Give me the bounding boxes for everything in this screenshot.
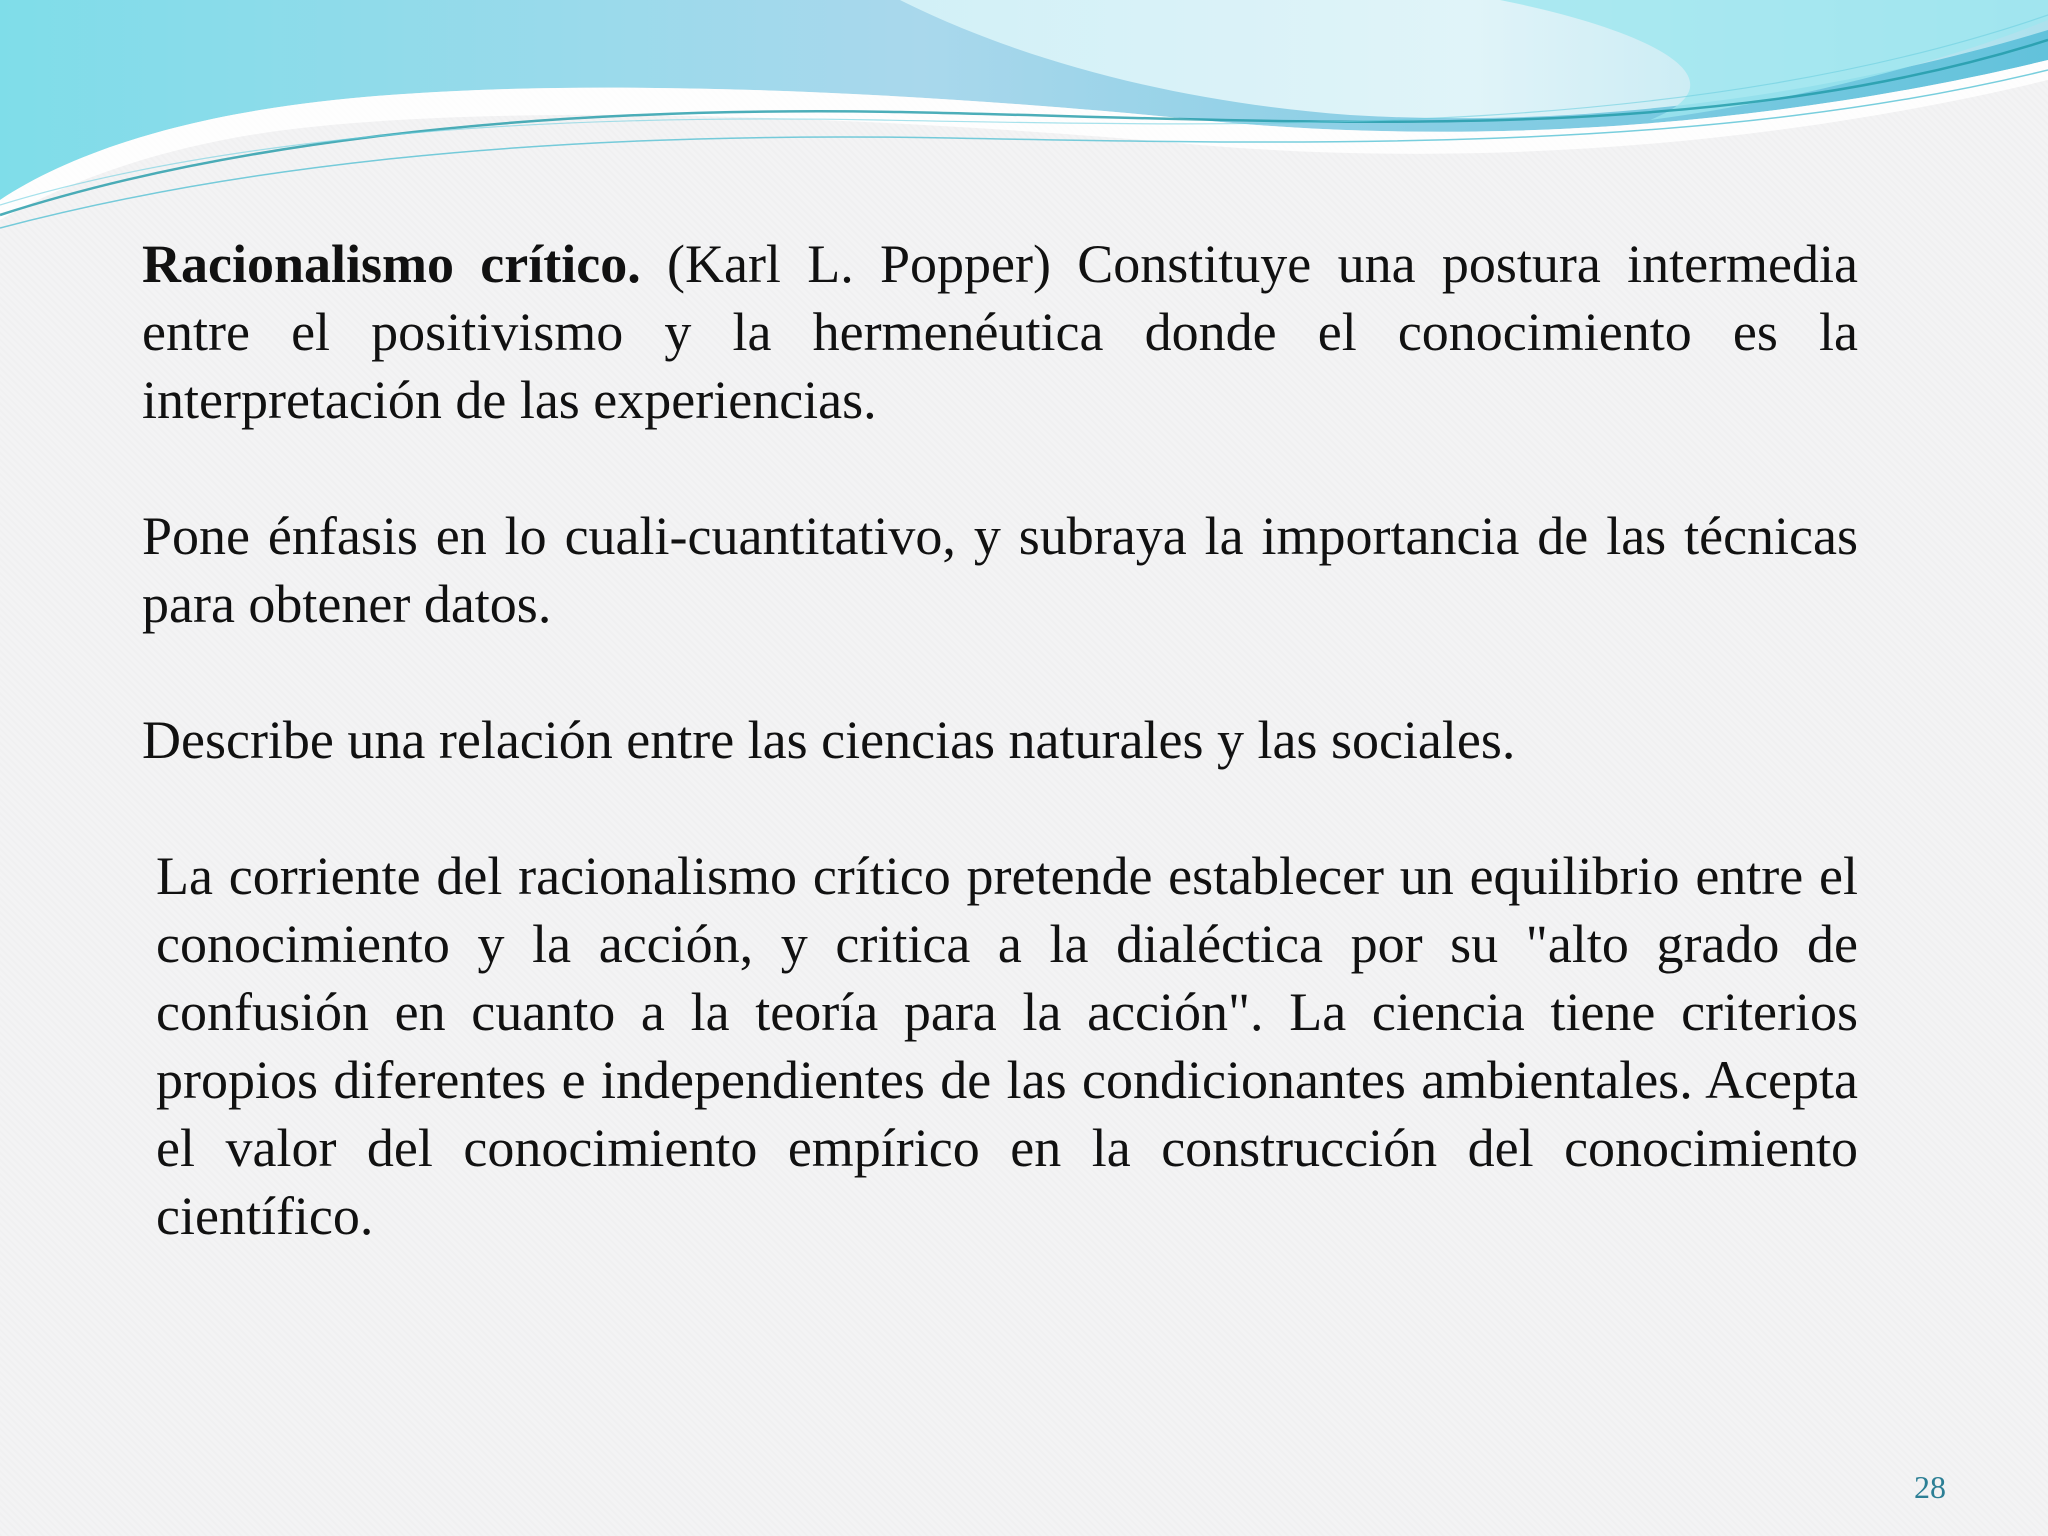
paragraph-heading-bold: Racionalismo crítico. — [142, 234, 641, 294]
paragraph-racionalismo-critico — [142, 230, 1858, 434]
paragraph-spacer — [142, 638, 1858, 706]
paragraph-corriente: La corriente del racionalismo crítico pretende establecer un equilibrio entre el conocimiento y la acción, y critica a la dialéctica por su "alto grado de confusión en cuanto a la teoría para la acción". La ciencia tiene criterios propios diferentes e independientes de las condicionantes ambientales. Acepta el valor del conocimiento empírico en la construcción del conocimiento científico. — [156, 846, 1858, 1246]
page-number: 28 — [1914, 1469, 1946, 1505]
paragraph-spacer — [142, 434, 1858, 502]
paragraph-enfasis: Pone énfasis en lo cuali-cuantitativo, y subraya la importancia de las técnicas para obtener datos. — [142, 506, 1858, 634]
wave-header-decoration — [0, 0, 2048, 240]
paragraph-text: (Karl L. Popper) Constituye una postura intermedia entre el positivismo y la hermenéutica donde el conocimiento es la interpretación de las experiencias. — [142, 234, 1858, 430]
slide-body — [142, 230, 1858, 1250]
paragraph-spacer — [142, 774, 1858, 842]
paragraph-relacion-ciencias: Describe una relación entre las ciencias naturales y las sociales. — [142, 710, 1516, 770]
